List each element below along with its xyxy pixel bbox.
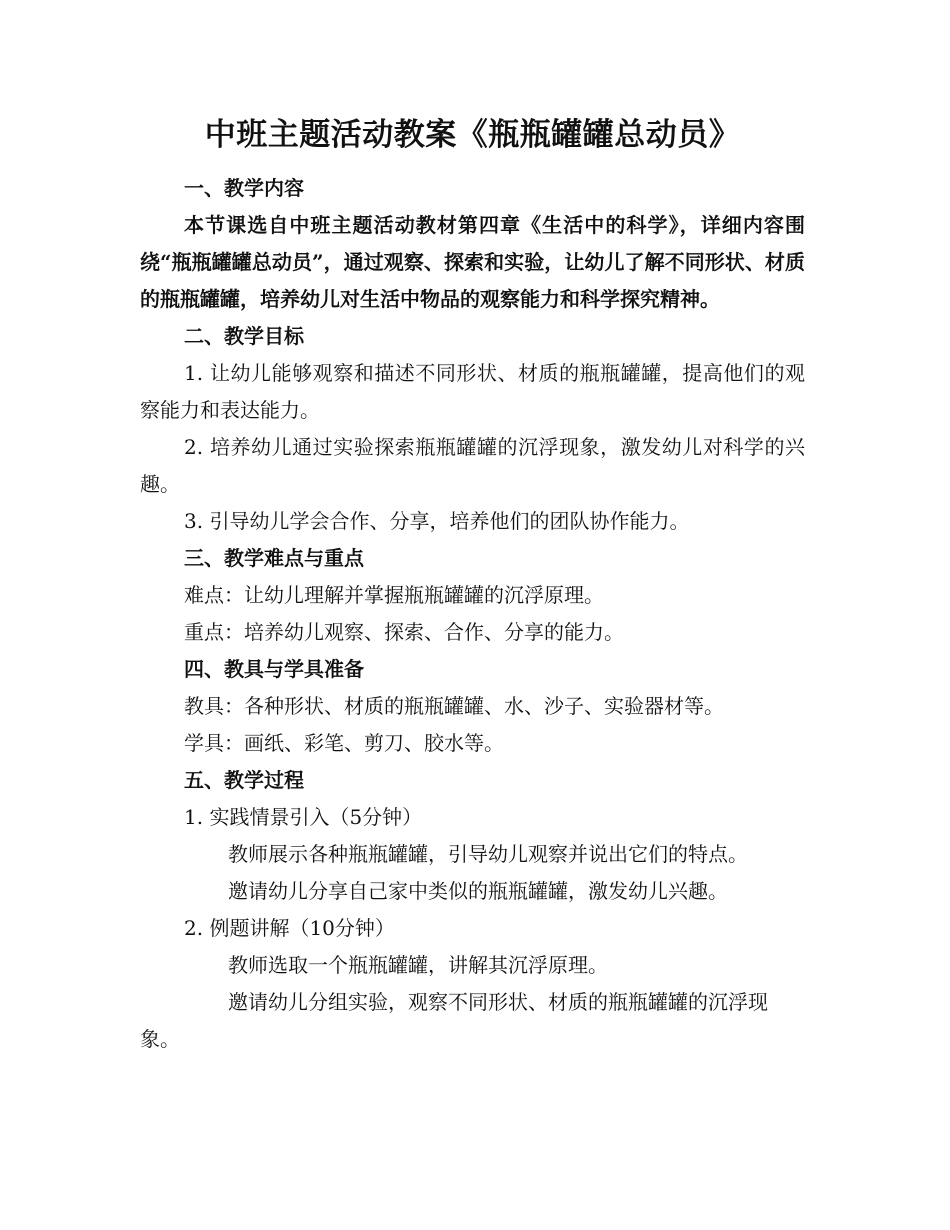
difficulty-line: 难点：让幼儿理解并掌握瓶瓶罐罐的沉浮原理。 <box>184 583 604 607</box>
document-body <box>140 112 805 1058</box>
section-heading-content: 一、教学内容 <box>184 176 304 200</box>
section-heading-objectives: 二、教学目标 <box>184 324 304 348</box>
section-heading-materials: 四、教具与学具准备 <box>184 657 364 681</box>
content-paragraph: 本节课选自中班主题活动教材第四章《生活中的科学》，详细内容围绕“瓶瓶罐罐总动员”，通过观察、探索和实验，让幼儿了解不同形状、材质的瓶瓶罐罐，培养幼儿对生活中物品的观察能力和科学探究精神。 <box>140 213 805 311</box>
process-step-1-line-1: 教师展示各种瓶瓶罐罐，引导幼儿观察并说出它们的特点。 <box>228 842 748 866</box>
process-step-1-line-2: 邀请幼儿分享自己家中类似的瓶瓶罐罐，激发幼儿兴趣。 <box>228 879 728 903</box>
section-heading-process: 五、教学过程 <box>184 768 304 792</box>
teacher-materials-line: 教具：各种形状、材质的瓶瓶罐罐、水、沙子、实验器材等。 <box>184 694 724 718</box>
process-step-2-line-2: 邀请幼儿分组实验，观察不同形状、材质的瓶瓶罐罐的沉浮现象。 <box>140 990 768 1051</box>
process-step-1-label: 1. 实践情景引入（5分钟） <box>184 805 423 829</box>
process-step-2-label: 2. 例题讲解（10分钟） <box>184 916 395 940</box>
key-point-line: 重点：培养幼儿观察、探索、合作、分享的能力。 <box>184 620 624 644</box>
objective-item-3: 3. 引导幼儿学会合作、分享，培养他们的团队协作能力。 <box>184 509 690 533</box>
document-title: 中班主题活动教案《瓶瓶罐罐总动员》 <box>204 117 741 153</box>
objective-item-1: 1. 让幼儿能够观察和描述不同形状、材质的瓶瓶罐罐，提高他们的观察能力和表达能力。 <box>140 361 805 422</box>
student-materials-line: 学具：画纸、彩笔、剪刀、胶水等。 <box>184 731 504 755</box>
process-step-2-line-1: 教师选取一个瓶瓶罐罐，讲解其沉浮原理。 <box>228 953 608 977</box>
section-heading-key-points: 三、教学难点与重点 <box>184 546 364 570</box>
objective-item-2: 2. 培养幼儿通过实验探索瓶瓶罐罐的沉浮现象，激发幼儿对科学的兴趣。 <box>140 435 805 496</box>
